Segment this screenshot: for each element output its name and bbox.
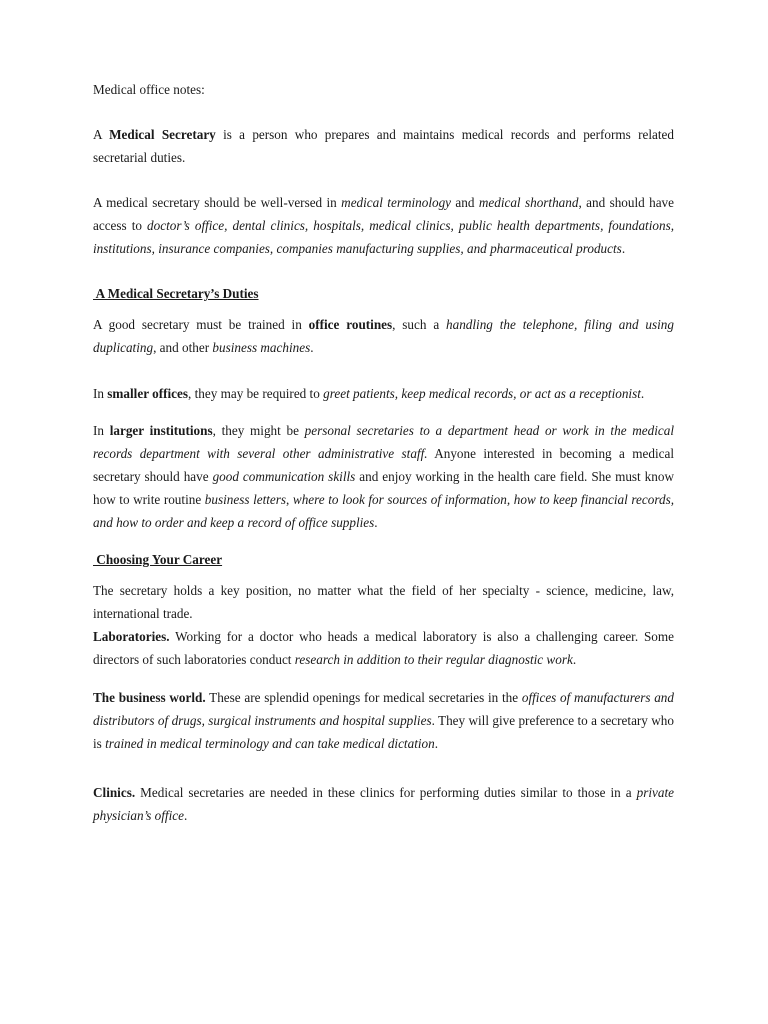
doc-title: Medical office notes: [93,82,205,97]
clinics-paragraph: Clinics. Medical secretaries are needed in these clinics for performing duties similar to those in a private physician’s office. [93,785,674,823]
routines-paragraph: A good secretary must be trained in office routines, such a handling the telephone, filing and using duplicating, and other business machines. [93,317,674,355]
definition-paragraph: A Medical Secretary is a person who prepares and maintains medical records and performs related secretarial duties. [93,127,674,165]
duties-heading: A Medical Secretary’s Duties [93,286,259,301]
career-heading: Choosing Your Career [93,552,223,567]
laboratories-paragraph: Laboratories. Working for a doctor who heads a medical laboratory is also a challenging career. Some directors of such laboratories conduct research in addition to their regular diagnostic work. [93,629,674,667]
versed-paragraph: A medical secretary should be well-versed in medical terminology and medical shorthand, and should have access to doctor’s office, dental clinics, hospitals, medical clinics, public health departments, foundations, institutions, insurance companies, companies manufacturing supplies, and pharmaceutical products. [93,195,675,256]
key-position-paragraph: The secretary holds a key position, no matter what the field of her specialty - science, medicine, law, international trade. [93,583,674,621]
larger-institutions-paragraph: In larger institutions, they might be personal secretaries to a department head or work in the medical records department with several other administrative staff. Anyone interested in becoming a medical secretary should have good communication skills and enjoy working in the health care field. She must know how to write routine business letters, where to look for sources of information, how to keep financial records, and how to order and keep a record of office supplies. [93,423,675,530]
smaller-offices-paragraph: In smaller offices, they may be required to greet patients, keep medical records, or act as a receptionist. [93,386,645,401]
business-world-paragraph: The business world. These are splendid openings for medical secretaries in the offices of manufacturers and distributors of drugs, surgical instruments and hospital supplies. They will give preference to a secretary who is trained in medical terminology and can take medical dictation. [93,690,674,751]
